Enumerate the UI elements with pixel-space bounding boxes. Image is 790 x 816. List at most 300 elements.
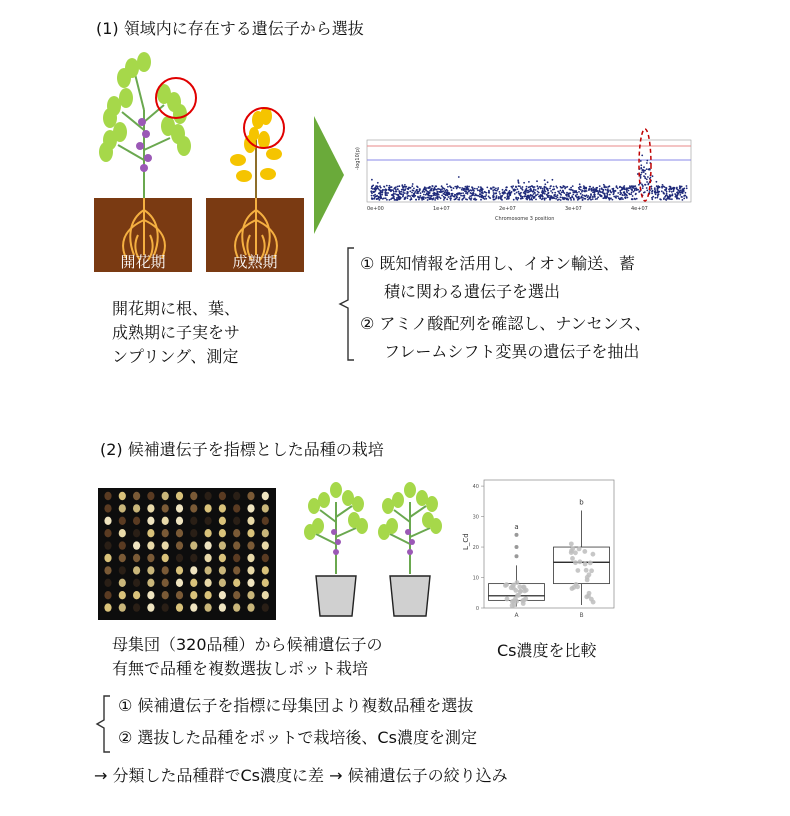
seed bbox=[104, 529, 111, 537]
manhattan-point bbox=[582, 199, 584, 201]
manhattan-point bbox=[411, 192, 413, 194]
manhattan-point bbox=[575, 195, 577, 197]
manhattan-point bbox=[554, 192, 556, 194]
manhattan-point bbox=[518, 191, 520, 193]
manhattan-point bbox=[626, 189, 628, 191]
manhattan-point bbox=[374, 197, 376, 199]
manhattan-point bbox=[428, 192, 430, 194]
seed bbox=[133, 517, 140, 525]
manhattan-point bbox=[634, 190, 636, 192]
manhattan-point bbox=[517, 188, 519, 190]
section2-step2: ② 選抜した品種をポットで栽培後、Cs濃度を測定 bbox=[118, 728, 477, 747]
flowering-plant-icon bbox=[99, 52, 191, 198]
manhattan-point bbox=[627, 197, 629, 199]
manhattan-point bbox=[513, 199, 515, 201]
manhattan-point bbox=[380, 197, 382, 199]
manhattan-point bbox=[594, 194, 596, 196]
seed bbox=[219, 554, 226, 562]
manhattan-point bbox=[407, 197, 409, 199]
manhattan-point bbox=[552, 192, 554, 194]
manhattan-point bbox=[652, 196, 654, 198]
seed bbox=[162, 529, 169, 537]
manhattan-point bbox=[568, 193, 570, 195]
manhattan-point bbox=[677, 193, 679, 195]
manhattan-point bbox=[462, 198, 464, 200]
manhattan-point bbox=[617, 196, 619, 198]
manhattan-point bbox=[544, 193, 546, 195]
seed bbox=[119, 492, 126, 500]
manhattan-point bbox=[456, 196, 458, 198]
manhattan-point bbox=[537, 185, 539, 187]
manhattan-point bbox=[686, 197, 688, 199]
manhattan-point bbox=[499, 191, 501, 193]
seed bbox=[205, 603, 212, 611]
manhattan-point bbox=[631, 189, 633, 191]
manhattan-point bbox=[404, 192, 406, 194]
manhattan-point bbox=[628, 190, 630, 192]
seed bbox=[119, 591, 126, 599]
stage-label-maturity: 成熟期 bbox=[232, 253, 278, 271]
manhattan-point bbox=[523, 182, 525, 184]
seed bbox=[190, 492, 197, 500]
manhattan-point bbox=[641, 155, 643, 157]
seed bbox=[147, 529, 154, 537]
manhattan-point bbox=[493, 196, 495, 198]
manhattan-point bbox=[504, 197, 506, 199]
manhattan-point bbox=[606, 196, 608, 198]
manhattan-point bbox=[560, 193, 562, 195]
manhattan-point bbox=[616, 185, 618, 187]
manhattan-point bbox=[622, 198, 624, 200]
manhattan-point bbox=[606, 192, 608, 194]
manhattan-point bbox=[617, 192, 619, 194]
manhattan-point bbox=[429, 195, 431, 197]
manhattan-point bbox=[584, 186, 586, 188]
manhattan-point bbox=[465, 188, 467, 190]
manhattan-point bbox=[663, 197, 665, 199]
seed bbox=[119, 541, 126, 549]
seed bbox=[176, 579, 183, 587]
manhattan-point bbox=[618, 197, 620, 199]
manhattan-point bbox=[404, 198, 406, 200]
manhattan-point bbox=[680, 190, 682, 192]
manhattan-point bbox=[547, 181, 549, 183]
manhattan-point bbox=[565, 194, 567, 196]
manhattan-point bbox=[561, 197, 563, 199]
manhattan-point bbox=[575, 190, 577, 192]
manhattan-point bbox=[413, 195, 415, 197]
manhattan-point bbox=[516, 192, 518, 194]
manhattan-point bbox=[480, 193, 482, 195]
seed bbox=[247, 541, 254, 549]
manhattan-point bbox=[662, 184, 664, 186]
seed bbox=[219, 603, 226, 611]
manhattan-point bbox=[560, 196, 562, 198]
manhattan-point bbox=[397, 199, 399, 201]
manhattan-point bbox=[655, 197, 657, 199]
manhattan-point bbox=[655, 192, 657, 194]
green-arrow-icon bbox=[312, 116, 346, 234]
manhattan-point bbox=[517, 197, 519, 199]
manhattan-point bbox=[505, 187, 507, 189]
seed bbox=[119, 529, 126, 537]
manhattan-point bbox=[622, 188, 624, 190]
seed bbox=[233, 591, 240, 599]
manhattan-point bbox=[377, 182, 379, 184]
manhattan-point bbox=[592, 198, 594, 200]
seed bbox=[133, 529, 140, 537]
manhattan-point bbox=[570, 197, 572, 199]
manhattan-point bbox=[376, 198, 378, 200]
conclusion-text: → 分類した品種群でCs濃度に差 → 候補遺伝子の絞り込み bbox=[94, 766, 508, 785]
manhattan-point bbox=[659, 186, 661, 188]
seed bbox=[133, 579, 140, 587]
manhattan-point bbox=[596, 187, 598, 189]
manhattan-point bbox=[664, 189, 666, 191]
compare-label: Cs濃度を比較 bbox=[497, 641, 597, 660]
manhattan-point bbox=[659, 198, 661, 200]
potted-plants-illustration bbox=[298, 482, 454, 620]
manhattan-point bbox=[592, 187, 594, 189]
manhattan-point bbox=[549, 188, 551, 190]
manhattan-point bbox=[455, 198, 457, 200]
manhattan-point bbox=[438, 196, 440, 198]
seed bbox=[219, 504, 226, 512]
manhattan-point bbox=[371, 179, 373, 181]
y-tick-label: 20 bbox=[472, 545, 479, 552]
manhattan-point bbox=[557, 191, 559, 193]
manhattan-point bbox=[480, 190, 482, 192]
manhattan-point bbox=[645, 173, 647, 175]
manhattan-point bbox=[400, 191, 402, 193]
manhattan-point bbox=[402, 191, 404, 193]
sampling-note-line1: 開花期に根、葉、 bbox=[112, 299, 241, 318]
manhattan-point bbox=[436, 189, 438, 191]
manhattan-point bbox=[399, 196, 401, 198]
manhattan-point bbox=[387, 192, 389, 194]
manhattan-point bbox=[596, 190, 598, 192]
manhattan-point bbox=[636, 189, 638, 191]
manhattan-point bbox=[529, 199, 531, 201]
manhattan-point bbox=[385, 197, 387, 199]
manhattan-point bbox=[433, 189, 435, 191]
outlier-point bbox=[515, 554, 519, 558]
manhattan-point bbox=[500, 196, 502, 198]
manhattan-point bbox=[467, 192, 469, 194]
manhattan-point bbox=[528, 195, 530, 197]
boxplot-ylabel: L_Cd bbox=[462, 533, 470, 550]
manhattan-point bbox=[396, 197, 398, 199]
seed bbox=[147, 504, 154, 512]
manhattan-point bbox=[615, 195, 617, 197]
manhattan-point bbox=[535, 199, 537, 201]
manhattan-point bbox=[399, 191, 401, 193]
manhattan-point bbox=[681, 196, 683, 198]
manhattan-point bbox=[529, 186, 531, 188]
manhattan-point bbox=[607, 194, 609, 196]
seed bbox=[262, 492, 269, 500]
y-tick-label: 10 bbox=[472, 575, 479, 582]
manhattan-point bbox=[654, 189, 656, 191]
manhattan-point bbox=[586, 194, 588, 196]
seed bbox=[233, 504, 240, 512]
manhattan-point bbox=[682, 188, 684, 190]
y-tick-label: 40 bbox=[472, 484, 479, 491]
seed bbox=[247, 504, 254, 512]
manhattan-point bbox=[641, 184, 643, 186]
manhattan-point bbox=[579, 183, 581, 185]
manhattan-point bbox=[664, 186, 666, 188]
manhattan-point bbox=[420, 195, 422, 197]
manhattan-point bbox=[636, 198, 638, 200]
manhattan-point bbox=[491, 188, 493, 190]
manhattan-point bbox=[641, 172, 643, 174]
manhattan-point bbox=[463, 188, 465, 190]
manhattan-point bbox=[397, 188, 399, 190]
manhattan-point bbox=[553, 186, 555, 188]
manhattan-point bbox=[574, 192, 576, 194]
seed bbox=[176, 541, 183, 549]
section2-step1: ① 候補遺伝子を指標に母集団より複数品種を選抜 bbox=[118, 696, 474, 715]
manhattan-point bbox=[642, 169, 644, 171]
manhattan-point bbox=[371, 195, 373, 197]
manhattan-point bbox=[416, 189, 418, 191]
manhattan-point bbox=[462, 192, 464, 194]
jitter-point bbox=[575, 584, 580, 589]
manhattan-point bbox=[685, 192, 687, 194]
jitter-point bbox=[591, 600, 596, 605]
jitter-point bbox=[573, 560, 578, 565]
manhattan-point bbox=[434, 195, 436, 197]
manhattan-point bbox=[658, 193, 660, 195]
manhattan-point bbox=[610, 198, 612, 200]
manhattan-point bbox=[590, 199, 592, 201]
jitter-point bbox=[570, 556, 575, 561]
jitter-point bbox=[518, 589, 523, 594]
manhattan-point bbox=[425, 197, 427, 199]
manhattan-point bbox=[656, 181, 658, 183]
seed bbox=[133, 541, 140, 549]
manhattan-point bbox=[635, 194, 637, 196]
manhattan-point bbox=[686, 185, 688, 187]
seed bbox=[104, 517, 111, 525]
seed bbox=[147, 517, 154, 525]
manhattan-point bbox=[511, 187, 513, 189]
manhattan-point bbox=[413, 190, 415, 192]
manhattan-point bbox=[501, 198, 503, 200]
manhattan-point bbox=[428, 187, 430, 189]
manhattan-point bbox=[409, 191, 411, 193]
manhattan-point bbox=[644, 184, 646, 186]
manhattan-point bbox=[435, 185, 437, 187]
manhattan-point bbox=[431, 185, 433, 187]
manhattan-point bbox=[686, 187, 688, 189]
population-note-line1: 母集団（320品種）から候補遺伝子の bbox=[112, 635, 383, 654]
seed bbox=[262, 504, 269, 512]
seed bbox=[162, 541, 169, 549]
jitter-point bbox=[588, 560, 593, 565]
step1-line1: ① 既知情報を活用し、イオン輸送、蓄 bbox=[360, 254, 635, 273]
manhattan-point bbox=[477, 190, 479, 192]
manhattan-point bbox=[667, 198, 669, 200]
manhattan-point bbox=[396, 194, 398, 196]
population-note-line2: 有無で品種を複数選抜しポット栽培 bbox=[112, 659, 369, 678]
seed bbox=[205, 591, 212, 599]
jitter-point bbox=[570, 586, 575, 591]
manhattan-point bbox=[576, 197, 578, 199]
manhattan-point bbox=[650, 177, 652, 179]
seed bbox=[247, 492, 254, 500]
manhattan-point bbox=[436, 191, 438, 193]
manhattan-point bbox=[478, 195, 480, 197]
manhattan-point bbox=[556, 187, 558, 189]
manhattan-point bbox=[409, 195, 411, 197]
manhattan-point bbox=[407, 195, 409, 197]
jitter-point bbox=[587, 591, 592, 596]
manhattan-point bbox=[525, 193, 527, 195]
manhattan-point bbox=[414, 191, 416, 193]
manhattan-point bbox=[629, 187, 631, 189]
manhattan-point bbox=[472, 189, 474, 191]
manhattan-point bbox=[495, 188, 497, 190]
manhattan-point bbox=[423, 198, 425, 200]
manhattan-point bbox=[651, 191, 653, 193]
manhattan-point bbox=[634, 185, 636, 187]
manhattan-point bbox=[508, 197, 510, 199]
manhattan-point bbox=[629, 194, 631, 196]
jitter-point bbox=[515, 593, 520, 598]
seed bbox=[233, 529, 240, 537]
manhattan-ylabel: -log10(p) bbox=[355, 147, 361, 170]
manhattan-point bbox=[574, 190, 576, 192]
cs-boxplot-chart bbox=[462, 474, 622, 634]
plot-frame bbox=[484, 480, 614, 608]
seed bbox=[162, 504, 169, 512]
manhattan-point bbox=[497, 187, 499, 189]
seed bbox=[205, 517, 212, 525]
seed bbox=[147, 492, 154, 500]
seed bbox=[176, 529, 183, 537]
manhattan-point bbox=[427, 197, 429, 199]
manhattan-point bbox=[447, 186, 449, 188]
manhattan-point bbox=[423, 188, 425, 190]
manhattan-point bbox=[666, 194, 668, 196]
manhattan-point bbox=[583, 195, 585, 197]
box-B bbox=[554, 547, 610, 584]
manhattan-point bbox=[596, 198, 598, 200]
manhattan-point bbox=[671, 191, 673, 193]
manhattan-point bbox=[634, 188, 636, 190]
seed bbox=[104, 504, 111, 512]
manhattan-point bbox=[539, 186, 541, 188]
x-tick-3: 3e+07 bbox=[565, 206, 582, 212]
manhattan-point bbox=[482, 192, 484, 194]
manhattan-point bbox=[395, 189, 397, 191]
manhattan-point bbox=[557, 199, 559, 201]
group-letter: b bbox=[579, 498, 584, 507]
manhattan-point bbox=[553, 188, 555, 190]
group-letter: a bbox=[514, 522, 519, 531]
seed bbox=[262, 541, 269, 549]
manhattan-point bbox=[494, 193, 496, 195]
manhattan-point bbox=[572, 194, 574, 196]
seed bbox=[233, 492, 240, 500]
manhattan-point bbox=[599, 194, 601, 196]
manhattan-point bbox=[651, 186, 653, 188]
manhattan-point bbox=[619, 186, 621, 188]
manhattan-point bbox=[532, 186, 534, 188]
manhattan-point bbox=[474, 188, 476, 190]
manhattan-point bbox=[510, 192, 512, 194]
manhattan-point bbox=[615, 190, 617, 192]
seed bbox=[190, 517, 197, 525]
manhattan-point bbox=[448, 196, 450, 198]
seed bbox=[219, 517, 226, 525]
jitter-point bbox=[513, 588, 518, 593]
seed bbox=[190, 554, 197, 562]
seed bbox=[233, 517, 240, 525]
seed bbox=[190, 541, 197, 549]
manhattan-point bbox=[632, 195, 634, 197]
manhattan-point bbox=[612, 199, 614, 201]
manhattan-point bbox=[430, 189, 432, 191]
manhattan-point bbox=[626, 192, 628, 194]
manhattan-point bbox=[572, 190, 574, 192]
seed bbox=[162, 492, 169, 500]
manhattan-point bbox=[601, 191, 603, 193]
manhattan-point bbox=[638, 191, 640, 193]
seed bbox=[219, 492, 226, 500]
manhattan-point bbox=[517, 181, 519, 183]
manhattan-point bbox=[623, 191, 625, 193]
manhattan-point bbox=[548, 192, 550, 194]
manhattan-point bbox=[683, 195, 685, 197]
manhattan-xlabel: Chromosome 3 position bbox=[495, 216, 555, 222]
manhattan-point bbox=[560, 199, 562, 201]
manhattan-point bbox=[457, 199, 459, 201]
manhattan-point bbox=[672, 187, 674, 189]
x-tick-2: 2e+07 bbox=[499, 206, 516, 212]
manhattan-point bbox=[671, 198, 673, 200]
manhattan-point bbox=[646, 168, 648, 170]
manhattan-point bbox=[544, 183, 546, 185]
manhattan-point bbox=[424, 191, 426, 193]
seed bbox=[190, 579, 197, 587]
jitter-point bbox=[573, 550, 578, 555]
seed bbox=[247, 591, 254, 599]
manhattan-point bbox=[537, 187, 539, 189]
manhattan-point bbox=[512, 185, 514, 187]
manhattan-point bbox=[397, 186, 399, 188]
manhattan-point bbox=[555, 198, 557, 200]
manhattan-point bbox=[443, 193, 445, 195]
manhattan-point bbox=[544, 188, 546, 190]
manhattan-points bbox=[370, 155, 687, 201]
manhattan-point bbox=[520, 187, 522, 189]
manhattan-point bbox=[619, 194, 621, 196]
x-tick-0: 0e+00 bbox=[367, 206, 384, 212]
manhattan-point bbox=[468, 197, 470, 199]
manhattan-point bbox=[527, 196, 529, 198]
seed bbox=[147, 541, 154, 549]
seed bbox=[233, 541, 240, 549]
seed bbox=[247, 566, 254, 574]
manhattan-point bbox=[547, 196, 549, 198]
manhattan-point bbox=[644, 178, 646, 180]
stage-label-flowering: 開花期 bbox=[120, 253, 166, 271]
manhattan-point bbox=[609, 194, 611, 196]
manhattan-point bbox=[507, 197, 509, 199]
